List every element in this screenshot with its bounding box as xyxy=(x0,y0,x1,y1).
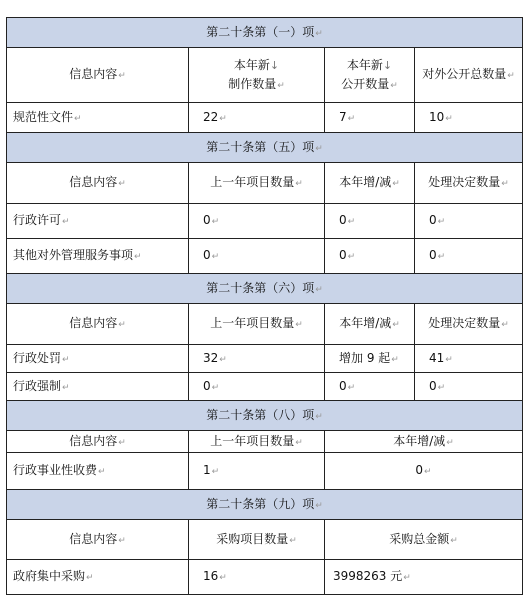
table-row xyxy=(7,345,523,373)
return-arrow-icon: ↵ xyxy=(211,382,220,393)
table-row xyxy=(7,239,523,274)
return-arrow-icon: ↵ xyxy=(295,437,303,448)
column-header: 信息内容↵ xyxy=(7,163,189,204)
cell-value: 0↵ xyxy=(325,453,523,490)
column-header: 本年新↓ 公开数量↵ xyxy=(325,48,415,103)
return-arrow-icon: ↵ xyxy=(315,143,323,154)
return-arrow-icon: ↵ xyxy=(211,252,220,262)
section-header-row xyxy=(7,274,523,304)
return-arrow-icon: ↵ xyxy=(437,382,446,393)
return-arrow-icon: ↵ xyxy=(501,320,509,330)
column-header-row xyxy=(7,431,523,453)
return-arrow-icon: ↵ xyxy=(118,71,126,81)
cell-value: 0↵ xyxy=(415,204,523,239)
return-arrow-icon: ↵ xyxy=(219,113,227,124)
down-arrow-icon: ↓ xyxy=(269,58,280,72)
return-arrow-icon: ↵ xyxy=(315,500,323,511)
return-arrow-icon: ↵ xyxy=(424,467,432,477)
column-header: 处理决定数量↵ xyxy=(415,304,523,345)
column-header: 本年增/减↵ xyxy=(325,304,415,345)
column-header: 本年增/减↵ xyxy=(325,431,523,453)
return-arrow-icon: ↵ xyxy=(403,573,411,583)
section-title: 第二十条第（五）项↵ xyxy=(7,133,523,163)
section-header-row xyxy=(7,18,523,48)
return-arrow-icon: ↵ xyxy=(347,217,356,227)
table-row xyxy=(7,204,523,239)
return-arrow-icon: ↵ xyxy=(392,320,400,330)
table-row xyxy=(7,373,523,401)
section-header-row xyxy=(7,490,523,520)
cell-value: 3998263 元↵ xyxy=(325,560,523,595)
row-label: 政府集中采购↵ xyxy=(7,560,189,595)
return-arrow-icon: ↵ xyxy=(118,437,126,448)
return-arrow-icon: ↵ xyxy=(347,113,356,124)
section-header-row xyxy=(7,133,523,163)
return-arrow-icon: ↵ xyxy=(98,467,106,477)
cell-value: 7↵ xyxy=(325,103,415,133)
return-arrow-icon: ↵ xyxy=(450,535,458,546)
column-header-row xyxy=(7,520,523,560)
return-arrow-icon: ↵ xyxy=(501,179,509,189)
return-arrow-icon: ↵ xyxy=(289,535,297,546)
cell-value: 0↵ xyxy=(325,373,415,401)
return-arrow-icon: ↵ xyxy=(347,252,356,262)
return-arrow-icon: ↵ xyxy=(219,573,227,583)
cell-value: 0↵ xyxy=(415,373,523,401)
return-arrow-icon: ↵ xyxy=(118,179,126,189)
row-label: 行政处罚↵ xyxy=(7,345,189,373)
column-header: 信息内容↵ xyxy=(7,304,189,345)
table-row xyxy=(7,560,523,595)
section-title: 第二十条第（九）项↵ xyxy=(7,490,523,520)
return-arrow-icon: ↵ xyxy=(295,320,303,330)
column-header: 信息内容↵ xyxy=(7,48,189,103)
column-header: 处理决定数量↵ xyxy=(415,163,523,204)
return-arrow-icon: ↵ xyxy=(445,113,453,124)
row-label: 规范性文件↵ xyxy=(7,103,189,133)
column-header-row xyxy=(7,48,523,103)
row-label: 行政事业性收费↵ xyxy=(7,453,189,490)
cell-value: 32↵ xyxy=(189,345,325,373)
row-label: 行政许可↵ xyxy=(7,204,189,239)
return-arrow-icon: ↵ xyxy=(118,320,126,330)
return-arrow-icon: ↵ xyxy=(62,382,70,393)
section-header-row xyxy=(7,401,523,431)
cell-value: 22↵ xyxy=(189,103,325,133)
return-arrow-icon: ↵ xyxy=(315,284,323,295)
column-header: 信息内容↵ xyxy=(7,520,189,560)
return-arrow-icon: ↵ xyxy=(62,354,70,365)
column-header: 采购项目数量↵ xyxy=(189,520,325,560)
column-header-row xyxy=(7,304,523,345)
return-arrow-icon: ↵ xyxy=(392,179,400,189)
cell-value: 16↵ xyxy=(189,560,325,595)
cell-value: 1↵ xyxy=(189,453,325,490)
section-title: 第二十条第（一）项↵ xyxy=(7,18,523,48)
cell-value: 0↵ xyxy=(325,204,415,239)
return-arrow-icon: ↵ xyxy=(295,179,303,189)
column-header: 上一年项目数量↵ xyxy=(189,304,325,345)
column-header: 采购总金额↵ xyxy=(325,520,523,560)
cell-value: 增加 9 起↵ xyxy=(325,345,415,373)
down-arrow-icon: ↓ xyxy=(382,58,393,72)
row-label: 其他对外管理服务事项↵ xyxy=(7,239,189,274)
column-header: 上一年项目数量↵ xyxy=(189,431,325,453)
return-arrow-icon: ↵ xyxy=(134,252,142,262)
cell-value: 0↵ xyxy=(189,204,325,239)
cell-value: 0↵ xyxy=(189,239,325,274)
return-arrow-icon: ↵ xyxy=(507,71,515,81)
return-arrow-icon: ↵ xyxy=(74,113,82,124)
column-header: 上一年项目数量↵ xyxy=(189,163,325,204)
return-arrow-icon: ↵ xyxy=(86,573,94,583)
return-arrow-icon: ↵ xyxy=(277,80,285,91)
cell-value: 0↵ xyxy=(189,373,325,401)
cell-value: 10↵ xyxy=(415,103,523,133)
return-arrow-icon: ↵ xyxy=(315,28,323,39)
column-header-row xyxy=(7,163,523,204)
return-arrow-icon: ↵ xyxy=(391,354,399,365)
cell-value: 41↵ xyxy=(415,345,523,373)
return-arrow-icon: ↵ xyxy=(390,80,398,91)
return-arrow-icon: ↵ xyxy=(315,411,323,422)
return-arrow-icon: ↵ xyxy=(118,535,126,546)
table-row xyxy=(7,453,523,490)
return-arrow-icon: ↵ xyxy=(219,354,227,365)
return-arrow-icon: ↵ xyxy=(62,217,70,227)
column-header: 本年新↓ 制作数量↵ xyxy=(189,48,325,103)
return-arrow-icon: ↵ xyxy=(445,354,453,365)
return-arrow-icon: ↵ xyxy=(437,252,446,262)
return-arrow-icon: ↵ xyxy=(211,467,220,477)
section-title: 第二十条第（六）项↵ xyxy=(7,274,523,304)
column-header: 信息内容↵ xyxy=(7,431,189,453)
return-arrow-icon: ↵ xyxy=(347,382,356,393)
return-arrow-icon: ↵ xyxy=(211,217,220,227)
table-row xyxy=(7,103,523,133)
section-title: 第二十条第（八）项↵ xyxy=(7,401,523,431)
column-header: 本年增/减↵ xyxy=(325,163,415,204)
cell-value: 0↵ xyxy=(415,239,523,274)
return-arrow-icon: ↵ xyxy=(437,217,446,227)
cell-value: 0↵ xyxy=(325,239,415,274)
disclosure-table xyxy=(6,17,523,595)
return-arrow-icon: ↵ xyxy=(446,437,454,448)
row-label: 行政强制↵ xyxy=(7,373,189,401)
column-header: 对外公开总数量↵ xyxy=(415,48,523,103)
